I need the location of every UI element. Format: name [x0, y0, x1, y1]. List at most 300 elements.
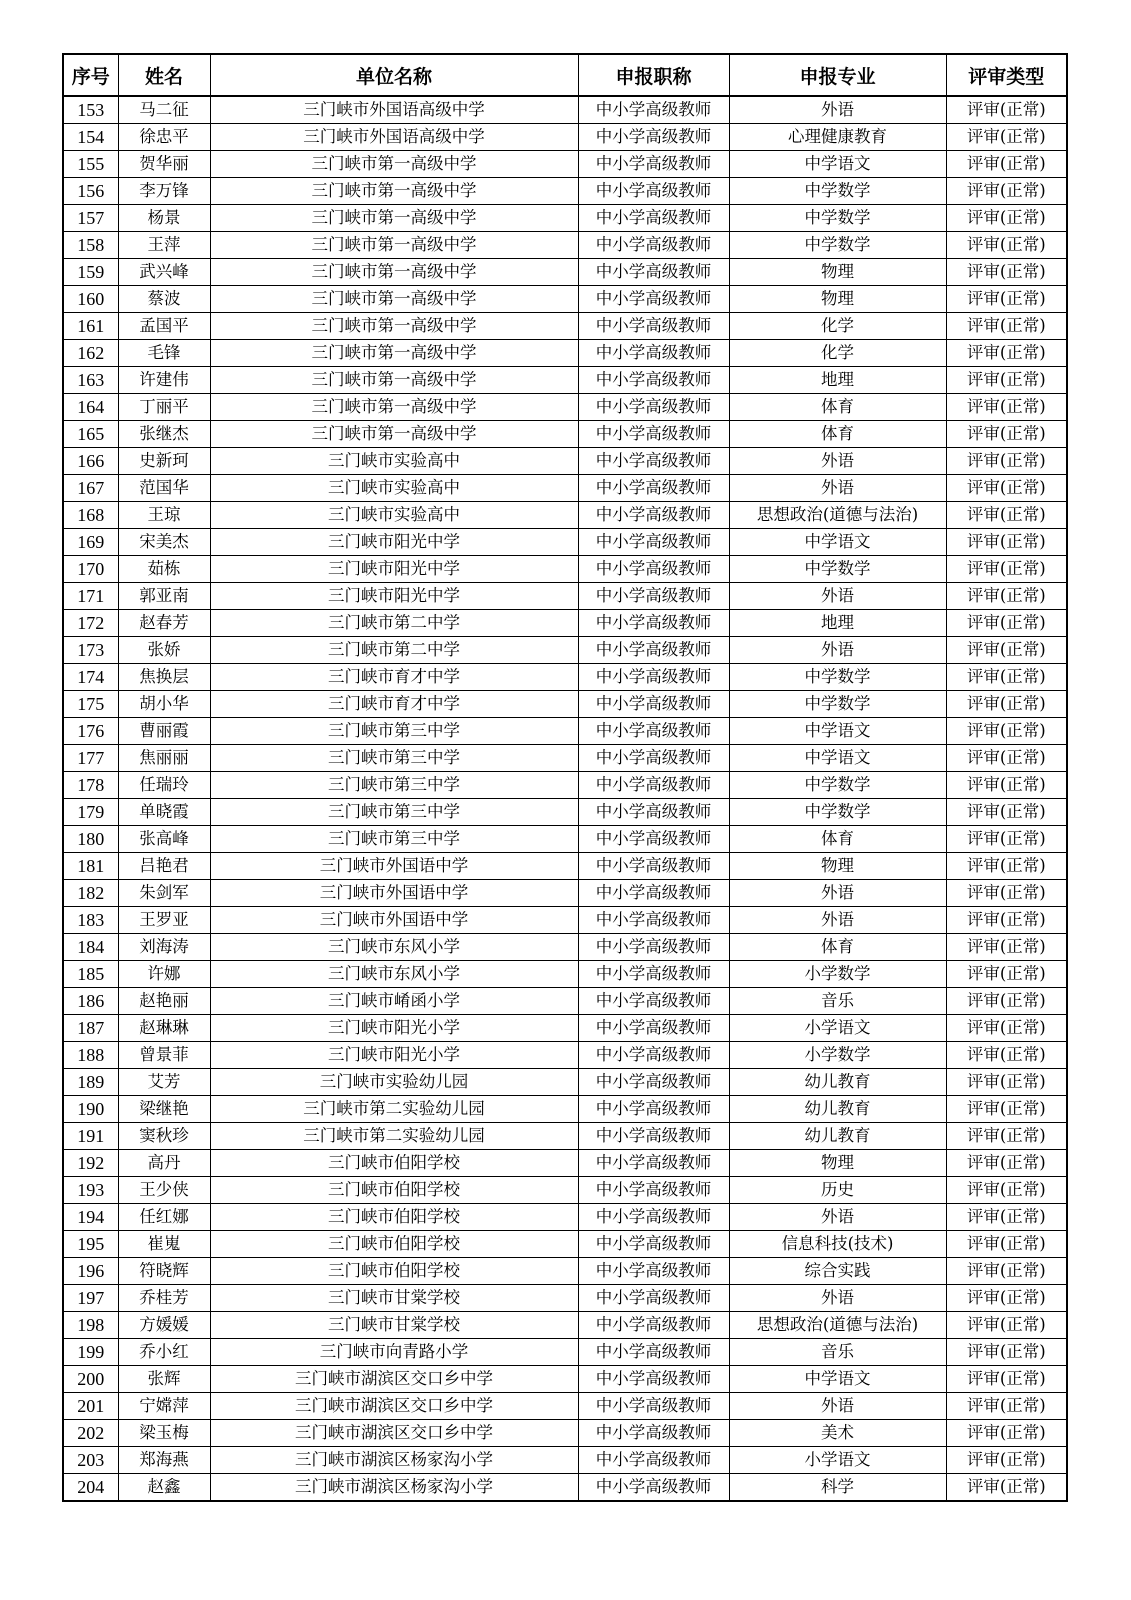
- table-row: [63, 988, 1067, 1015]
- cell-declared-major: 中学数学: [729, 556, 946, 583]
- cell-review-type: 评审(正常): [946, 1042, 1067, 1069]
- cell-name: 崔嵬: [118, 1231, 210, 1258]
- cell-declared-title: 中小学高级教师: [578, 1204, 729, 1231]
- cell-review-type: 评审(正常): [946, 1177, 1067, 1204]
- table-row: [63, 583, 1067, 610]
- table-row: [63, 340, 1067, 367]
- cell-name: 赵艳丽: [118, 988, 210, 1015]
- cell-serial-number: 191: [63, 1123, 118, 1150]
- cell-name: 徐忠平: [118, 124, 210, 151]
- cell-name: 符晓辉: [118, 1258, 210, 1285]
- table-row: [63, 1069, 1067, 1096]
- table-row: [63, 502, 1067, 529]
- header-review-type: 评审类型: [946, 54, 1067, 96]
- cell-unit-name: 三门峡市外国语高级中学: [210, 96, 578, 124]
- cell-review-type: 评审(正常): [946, 1339, 1067, 1366]
- cell-serial-number: 190: [63, 1096, 118, 1123]
- cell-serial-number: 194: [63, 1204, 118, 1231]
- cell-review-type: 评审(正常): [946, 313, 1067, 340]
- cell-serial-number: 203: [63, 1447, 118, 1474]
- table-row: [63, 853, 1067, 880]
- cell-review-type: 评审(正常): [946, 853, 1067, 880]
- cell-review-type: 评审(正常): [946, 1258, 1067, 1285]
- cell-unit-name: 三门峡市外国语高级中学: [210, 124, 578, 151]
- cell-name: 王罗亚: [118, 907, 210, 934]
- cell-declared-major: 小学语文: [729, 1447, 946, 1474]
- cell-declared-major: 体育: [729, 421, 946, 448]
- cell-declared-major: 地理: [729, 610, 946, 637]
- cell-declared-title: 中小学高级教师: [578, 961, 729, 988]
- cell-declared-major: 外语: [729, 583, 946, 610]
- cell-serial-number: 193: [63, 1177, 118, 1204]
- cell-name: 高丹: [118, 1150, 210, 1177]
- table-row: [63, 1447, 1067, 1474]
- table-row: [63, 880, 1067, 907]
- cell-declared-title: 中小学高级教师: [578, 178, 729, 205]
- cell-declared-title: 中小学高级教师: [578, 1258, 729, 1285]
- cell-serial-number: 165: [63, 421, 118, 448]
- cell-unit-name: 三门峡市阳光中学: [210, 583, 578, 610]
- cell-review-type: 评审(正常): [946, 448, 1067, 475]
- cell-serial-number: 159: [63, 259, 118, 286]
- cell-name: 任红娜: [118, 1204, 210, 1231]
- cell-review-type: 评审(正常): [946, 1312, 1067, 1339]
- cell-serial-number: 177: [63, 745, 118, 772]
- cell-review-type: 评审(正常): [946, 475, 1067, 502]
- cell-name: 梁玉梅: [118, 1420, 210, 1447]
- cell-name: 胡小华: [118, 691, 210, 718]
- table-row: [63, 1150, 1067, 1177]
- cell-serial-number: 176: [63, 718, 118, 745]
- cell-serial-number: 189: [63, 1069, 118, 1096]
- cell-declared-major: 小学数学: [729, 1042, 946, 1069]
- cell-unit-name: 三门峡市第一高级中学: [210, 232, 578, 259]
- table-row: [63, 1366, 1067, 1393]
- cell-unit-name: 三门峡市育才中学: [210, 664, 578, 691]
- cell-name: 贺华丽: [118, 151, 210, 178]
- cell-declared-title: 中小学高级教师: [578, 556, 729, 583]
- cell-review-type: 评审(正常): [946, 529, 1067, 556]
- table-row: [63, 637, 1067, 664]
- cell-declared-title: 中小学高级教师: [578, 988, 729, 1015]
- table-row: [63, 232, 1067, 259]
- table-row: [63, 1258, 1067, 1285]
- cell-serial-number: 163: [63, 367, 118, 394]
- cell-serial-number: 161: [63, 313, 118, 340]
- cell-review-type: 评审(正常): [946, 880, 1067, 907]
- header-unit-name: 单位名称: [210, 54, 578, 96]
- cell-serial-number: 202: [63, 1420, 118, 1447]
- cell-review-type: 评审(正常): [946, 988, 1067, 1015]
- cell-name: 焦换层: [118, 664, 210, 691]
- table-row: [63, 745, 1067, 772]
- cell-declared-major: 中学数学: [729, 799, 946, 826]
- cell-declared-title: 中小学高级教师: [578, 1177, 729, 1204]
- cell-serial-number: 172: [63, 610, 118, 637]
- cell-declared-title: 中小学高级教师: [578, 1123, 729, 1150]
- table-row: [63, 1474, 1067, 1502]
- cell-unit-name: 三门峡市第一高级中学: [210, 394, 578, 421]
- cell-review-type: 评审(正常): [946, 232, 1067, 259]
- table-row: [63, 394, 1067, 421]
- table-row: [63, 259, 1067, 286]
- cell-serial-number: 198: [63, 1312, 118, 1339]
- cell-declared-title: 中小学高级教师: [578, 1069, 729, 1096]
- cell-declared-title: 中小学高级教师: [578, 448, 729, 475]
- cell-review-type: 评审(正常): [946, 1474, 1067, 1502]
- cell-review-type: 评审(正常): [946, 1420, 1067, 1447]
- cell-name: 蔡波: [118, 286, 210, 313]
- cell-name: 许娜: [118, 961, 210, 988]
- cell-unit-name: 三门峡市阳光中学: [210, 556, 578, 583]
- table-row: [63, 1123, 1067, 1150]
- cell-name: 马二征: [118, 96, 210, 124]
- cell-serial-number: 169: [63, 529, 118, 556]
- cell-serial-number: 170: [63, 556, 118, 583]
- cell-name: 朱剑军: [118, 880, 210, 907]
- header-serial-number: 序号: [63, 54, 118, 96]
- table-row: [63, 772, 1067, 799]
- table-row: [63, 205, 1067, 232]
- cell-declared-major: 综合实践: [729, 1258, 946, 1285]
- cell-review-type: 评审(正常): [946, 1393, 1067, 1420]
- cell-declared-title: 中小学高级教师: [578, 205, 729, 232]
- cell-declared-major: 小学数学: [729, 961, 946, 988]
- table-row: [63, 1177, 1067, 1204]
- cell-name: 曾景菲: [118, 1042, 210, 1069]
- applicant-table: [62, 53, 1068, 1502]
- cell-declared-major: 中学数学: [729, 178, 946, 205]
- cell-name: 宁嫦萍: [118, 1393, 210, 1420]
- table-row: [63, 961, 1067, 988]
- cell-serial-number: 158: [63, 232, 118, 259]
- cell-declared-major: 外语: [729, 907, 946, 934]
- cell-serial-number: 160: [63, 286, 118, 313]
- cell-declared-major: 化学: [729, 340, 946, 367]
- cell-unit-name: 三门峡市伯阳学校: [210, 1150, 578, 1177]
- cell-declared-major: 体育: [729, 826, 946, 853]
- cell-declared-major: 体育: [729, 394, 946, 421]
- cell-declared-title: 中小学高级教师: [578, 1042, 729, 1069]
- cell-review-type: 评审(正常): [946, 691, 1067, 718]
- cell-serial-number: 182: [63, 880, 118, 907]
- cell-unit-name: 三门峡市阳光中学: [210, 529, 578, 556]
- cell-unit-name: 三门峡市实验高中: [210, 502, 578, 529]
- cell-declared-major: 思想政治(道德与法治): [729, 502, 946, 529]
- cell-serial-number: 180: [63, 826, 118, 853]
- cell-declared-major: 物理: [729, 853, 946, 880]
- table-row: [63, 1312, 1067, 1339]
- cell-name: 刘海涛: [118, 934, 210, 961]
- cell-serial-number: 197: [63, 1285, 118, 1312]
- cell-name: 王萍: [118, 232, 210, 259]
- cell-serial-number: 154: [63, 124, 118, 151]
- cell-review-type: 评审(正常): [946, 178, 1067, 205]
- cell-unit-name: 三门峡市第三中学: [210, 826, 578, 853]
- cell-review-type: 评审(正常): [946, 367, 1067, 394]
- cell-declared-title: 中小学高级教师: [578, 610, 729, 637]
- cell-unit-name: 三门峡市甘棠学校: [210, 1312, 578, 1339]
- cell-declared-major: 外语: [729, 448, 946, 475]
- cell-review-type: 评审(正常): [946, 394, 1067, 421]
- cell-unit-name: 三门峡市第三中学: [210, 718, 578, 745]
- cell-name: 许建伟: [118, 367, 210, 394]
- document-page: [62, 53, 1066, 1502]
- cell-name: 窦秋珍: [118, 1123, 210, 1150]
- cell-declared-title: 中小学高级教师: [578, 664, 729, 691]
- cell-serial-number: 185: [63, 961, 118, 988]
- cell-name: 焦丽丽: [118, 745, 210, 772]
- cell-unit-name: 三门峡市崤函小学: [210, 988, 578, 1015]
- cell-unit-name: 三门峡市外国语中学: [210, 880, 578, 907]
- cell-serial-number: 178: [63, 772, 118, 799]
- header-name: 姓名: [118, 54, 210, 96]
- cell-name: 宋美杰: [118, 529, 210, 556]
- cell-review-type: 评审(正常): [946, 1150, 1067, 1177]
- cell-declared-major: 中学语文: [729, 1366, 946, 1393]
- cell-serial-number: 155: [63, 151, 118, 178]
- cell-serial-number: 187: [63, 1015, 118, 1042]
- table-row: [63, 1015, 1067, 1042]
- cell-declared-title: 中小学高级教师: [578, 799, 729, 826]
- cell-declared-title: 中小学高级教师: [578, 1096, 729, 1123]
- cell-declared-major: 外语: [729, 1204, 946, 1231]
- cell-unit-name: 三门峡市第一高级中学: [210, 205, 578, 232]
- cell-declared-title: 中小学高级教师: [578, 475, 729, 502]
- cell-name: 毛锋: [118, 340, 210, 367]
- cell-serial-number: 184: [63, 934, 118, 961]
- cell-unit-name: 三门峡市第二实验幼儿园: [210, 1096, 578, 1123]
- table-row: [63, 1204, 1067, 1231]
- table-row: [63, 367, 1067, 394]
- cell-name: 王少侠: [118, 1177, 210, 1204]
- cell-name: 史新珂: [118, 448, 210, 475]
- cell-name: 丁丽平: [118, 394, 210, 421]
- cell-name: 单晓霞: [118, 799, 210, 826]
- cell-serial-number: 167: [63, 475, 118, 502]
- cell-name: 吕艳君: [118, 853, 210, 880]
- cell-review-type: 评审(正常): [946, 799, 1067, 826]
- cell-name: 王琼: [118, 502, 210, 529]
- cell-declared-major: 外语: [729, 637, 946, 664]
- cell-declared-major: 外语: [729, 880, 946, 907]
- cell-unit-name: 三门峡市东风小学: [210, 934, 578, 961]
- cell-review-type: 评审(正常): [946, 124, 1067, 151]
- cell-name: 赵春芳: [118, 610, 210, 637]
- cell-name: 范国华: [118, 475, 210, 502]
- cell-unit-name: 三门峡市第二中学: [210, 610, 578, 637]
- header-declared-major: 申报专业: [729, 54, 946, 96]
- cell-unit-name: 三门峡市育才中学: [210, 691, 578, 718]
- cell-serial-number: 162: [63, 340, 118, 367]
- cell-review-type: 评审(正常): [946, 1285, 1067, 1312]
- cell-serial-number: 196: [63, 1258, 118, 1285]
- cell-name: 张继杰: [118, 421, 210, 448]
- cell-declared-title: 中小学高级教师: [578, 1366, 729, 1393]
- cell-serial-number: 156: [63, 178, 118, 205]
- cell-declared-major: 化学: [729, 313, 946, 340]
- cell-declared-major: 心理健康教育: [729, 124, 946, 151]
- table-row: [63, 1096, 1067, 1123]
- cell-declared-title: 中小学高级教师: [578, 1393, 729, 1420]
- cell-review-type: 评审(正常): [946, 745, 1067, 772]
- cell-unit-name: 三门峡市甘棠学校: [210, 1285, 578, 1312]
- cell-declared-major: 外语: [729, 1393, 946, 1420]
- cell-name: 张辉: [118, 1366, 210, 1393]
- cell-declared-major: 中学数学: [729, 205, 946, 232]
- cell-name: 乔小红: [118, 1339, 210, 1366]
- cell-serial-number: 192: [63, 1150, 118, 1177]
- cell-declared-title: 中小学高级教师: [578, 1420, 729, 1447]
- cell-declared-major: 物理: [729, 286, 946, 313]
- table-row: [63, 799, 1067, 826]
- cell-declared-title: 中小学高级教师: [578, 367, 729, 394]
- cell-declared-major: 音乐: [729, 1339, 946, 1366]
- cell-unit-name: 三门峡市第一高级中学: [210, 286, 578, 313]
- cell-declared-title: 中小学高级教师: [578, 1474, 729, 1502]
- cell-review-type: 评审(正常): [946, 583, 1067, 610]
- table-row: [63, 1231, 1067, 1258]
- cell-declared-title: 中小学高级教师: [578, 421, 729, 448]
- cell-review-type: 评审(正常): [946, 1231, 1067, 1258]
- cell-declared-major: 中学语文: [729, 151, 946, 178]
- cell-name: 任瑞玲: [118, 772, 210, 799]
- cell-unit-name: 三门峡市第一高级中学: [210, 421, 578, 448]
- cell-review-type: 评审(正常): [946, 286, 1067, 313]
- cell-serial-number: 168: [63, 502, 118, 529]
- cell-review-type: 评审(正常): [946, 151, 1067, 178]
- cell-declared-major: 幼儿教育: [729, 1123, 946, 1150]
- cell-serial-number: 183: [63, 907, 118, 934]
- cell-declared-title: 中小学高级教师: [578, 259, 729, 286]
- cell-unit-name: 三门峡市伯阳学校: [210, 1258, 578, 1285]
- cell-name: 茹栋: [118, 556, 210, 583]
- cell-unit-name: 三门峡市第一高级中学: [210, 151, 578, 178]
- cell-unit-name: 三门峡市伯阳学校: [210, 1204, 578, 1231]
- cell-review-type: 评审(正常): [946, 718, 1067, 745]
- cell-declared-major: 地理: [729, 367, 946, 394]
- cell-declared-major: 历史: [729, 1177, 946, 1204]
- cell-declared-major: 体育: [729, 934, 946, 961]
- cell-declared-title: 中小学高级教师: [578, 313, 729, 340]
- cell-unit-name: 三门峡市伯阳学校: [210, 1231, 578, 1258]
- cell-review-type: 评审(正常): [946, 1204, 1067, 1231]
- cell-review-type: 评审(正常): [946, 502, 1067, 529]
- cell-unit-name: 三门峡市实验高中: [210, 475, 578, 502]
- table-row: [63, 1393, 1067, 1420]
- cell-unit-name: 三门峡市第二中学: [210, 637, 578, 664]
- cell-declared-title: 中小学高级教师: [578, 1015, 729, 1042]
- cell-review-type: 评审(正常): [946, 1096, 1067, 1123]
- cell-declared-major: 音乐: [729, 988, 946, 1015]
- cell-serial-number: 164: [63, 394, 118, 421]
- cell-declared-major: 中学语文: [729, 529, 946, 556]
- cell-declared-title: 中小学高级教师: [578, 232, 729, 259]
- table-row: [63, 151, 1067, 178]
- cell-declared-title: 中小学高级教师: [578, 529, 729, 556]
- cell-declared-title: 中小学高级教师: [578, 772, 729, 799]
- cell-declared-title: 中小学高级教师: [578, 124, 729, 151]
- cell-serial-number: 173: [63, 637, 118, 664]
- table-row: [63, 934, 1067, 961]
- cell-serial-number: 199: [63, 1339, 118, 1366]
- cell-declared-major: 外语: [729, 1285, 946, 1312]
- cell-declared-major: 中学语文: [729, 718, 946, 745]
- cell-unit-name: 三门峡市第一高级中学: [210, 313, 578, 340]
- cell-declared-major: 幼儿教育: [729, 1069, 946, 1096]
- cell-serial-number: 186: [63, 988, 118, 1015]
- cell-declared-title: 中小学高级教师: [578, 340, 729, 367]
- cell-name: 李万锋: [118, 178, 210, 205]
- table-row: [63, 178, 1067, 205]
- cell-name: 孟国平: [118, 313, 210, 340]
- cell-name: 艾芳: [118, 1069, 210, 1096]
- cell-declared-title: 中小学高级教师: [578, 853, 729, 880]
- cell-serial-number: 157: [63, 205, 118, 232]
- table-row: [63, 907, 1067, 934]
- cell-review-type: 评审(正常): [946, 610, 1067, 637]
- cell-declared-title: 中小学高级教师: [578, 826, 729, 853]
- table-row: [63, 826, 1067, 853]
- cell-unit-name: 三门峡市伯阳学校: [210, 1177, 578, 1204]
- cell-unit-name: 三门峡市第一高级中学: [210, 259, 578, 286]
- cell-name: 赵鑫: [118, 1474, 210, 1502]
- table-row: [63, 556, 1067, 583]
- cell-review-type: 评审(正常): [946, 1123, 1067, 1150]
- cell-declared-title: 中小学高级教师: [578, 394, 729, 421]
- cell-unit-name: 三门峡市湖滨区交口乡中学: [210, 1420, 578, 1447]
- cell-review-type: 评审(正常): [946, 556, 1067, 583]
- cell-serial-number: 200: [63, 1366, 118, 1393]
- cell-unit-name: 三门峡市湖滨区交口乡中学: [210, 1393, 578, 1420]
- cell-serial-number: 174: [63, 664, 118, 691]
- cell-declared-major: 中学语文: [729, 745, 946, 772]
- cell-review-type: 评审(正常): [946, 421, 1067, 448]
- cell-declared-major: 中学数学: [729, 664, 946, 691]
- cell-name: 张高峰: [118, 826, 210, 853]
- table-row: [63, 124, 1067, 151]
- table-row: [63, 286, 1067, 313]
- cell-name: 梁继艳: [118, 1096, 210, 1123]
- cell-declared-major: 外语: [729, 96, 946, 124]
- cell-unit-name: 三门峡市第一高级中学: [210, 367, 578, 394]
- cell-serial-number: 175: [63, 691, 118, 718]
- table-row: [63, 1339, 1067, 1366]
- cell-review-type: 评审(正常): [946, 961, 1067, 988]
- cell-serial-number: 188: [63, 1042, 118, 1069]
- cell-declared-title: 中小学高级教师: [578, 286, 729, 313]
- cell-declared-title: 中小学高级教师: [578, 880, 729, 907]
- cell-serial-number: 204: [63, 1474, 118, 1502]
- cell-declared-major: 幼儿教育: [729, 1096, 946, 1123]
- cell-name: 曹丽霞: [118, 718, 210, 745]
- cell-unit-name: 三门峡市第三中学: [210, 772, 578, 799]
- cell-serial-number: 166: [63, 448, 118, 475]
- cell-unit-name: 三门峡市外国语中学: [210, 907, 578, 934]
- cell-declared-title: 中小学高级教师: [578, 907, 729, 934]
- header-row: [63, 54, 1067, 96]
- cell-review-type: 评审(正常): [946, 1366, 1067, 1393]
- cell-unit-name: 三门峡市阳光小学: [210, 1042, 578, 1069]
- cell-name: 郑海燕: [118, 1447, 210, 1474]
- cell-declared-major: 物理: [729, 259, 946, 286]
- cell-declared-title: 中小学高级教师: [578, 1231, 729, 1258]
- cell-review-type: 评审(正常): [946, 1015, 1067, 1042]
- cell-serial-number: 153: [63, 96, 118, 124]
- cell-review-type: 评审(正常): [946, 1447, 1067, 1474]
- table-row: [63, 718, 1067, 745]
- table-row: [63, 1042, 1067, 1069]
